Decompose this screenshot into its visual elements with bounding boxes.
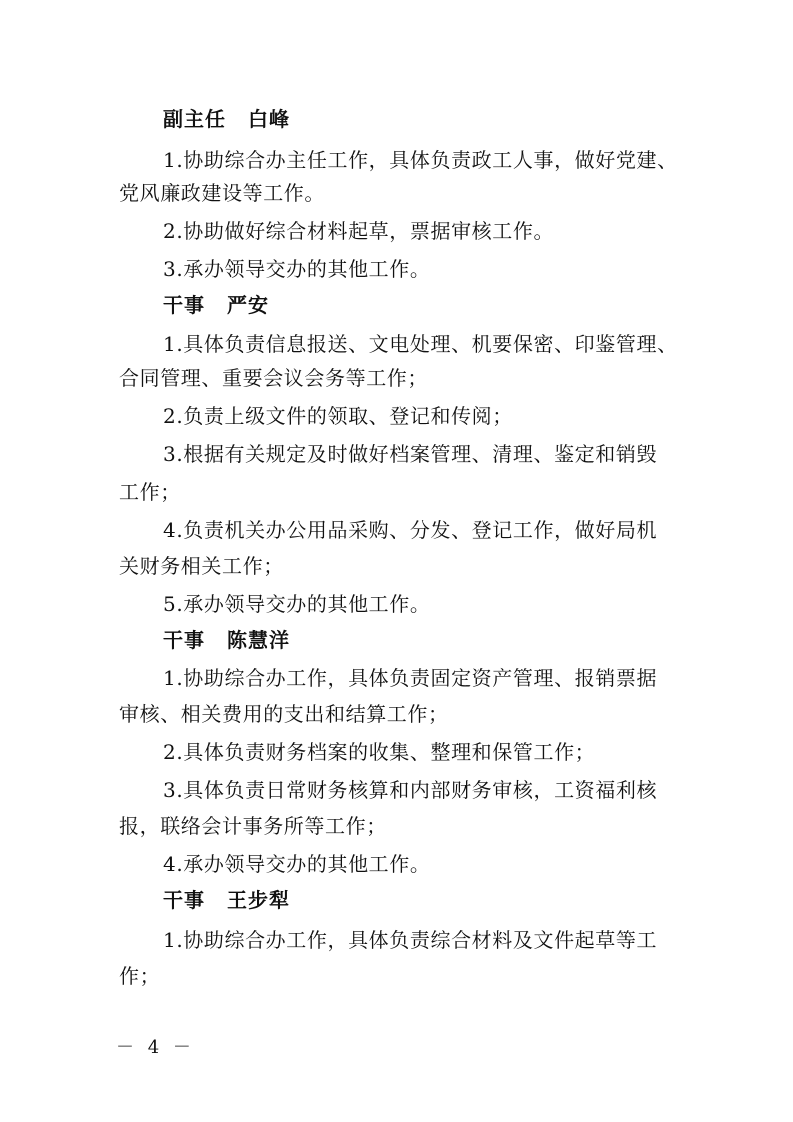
paragraph-line: 1.具体负责信息报送、文电处理、机要保密、印鉴管理、 xyxy=(163,332,678,356)
paragraph-line: 5.承办领导交办的其他工作。 xyxy=(163,592,431,616)
paragraph-line: 审核、相关费用的支出和结算工作； xyxy=(119,702,449,726)
paragraph-line: 1.协助综合办工作，具体负责综合材料及文件起草等工 xyxy=(163,928,658,952)
section-heading xyxy=(163,290,269,320)
paragraph-line: 关财务相关工作； xyxy=(119,554,284,578)
section-heading xyxy=(163,104,290,134)
section-heading xyxy=(163,885,290,915)
section-title: 副主任 xyxy=(163,107,226,131)
paragraph-line: 3.承办领导交办的其他工作。 xyxy=(163,257,431,281)
paragraph-line: 2.具体负责财务档案的收集、整理和保管工作； xyxy=(163,740,596,764)
paragraph-line: 2.负责上级文件的领取、登记和传阅； xyxy=(163,404,513,428)
paragraph-line: 3.具体负责日常财务核算和内部财务审核，工资福利核 xyxy=(163,778,658,802)
paragraph-line: 2.协助做好综合材料起草，票据审核工作。 xyxy=(163,219,555,243)
section-person-name: 白峰 xyxy=(248,107,290,131)
page-number: － 4 － xyxy=(116,1037,195,1058)
paragraph-line: 合同管理、重要会议会务等工作； xyxy=(119,366,428,390)
paragraph-line: 1.协助综合办主任工作，具体负责政工人事，做好党建、 xyxy=(163,148,678,172)
paragraph-line: 4.负责机关办公用品采购、分发、登记工作，做好局机 xyxy=(163,518,658,542)
paragraph-line: 党风廉政建设等工作。 xyxy=(119,181,325,205)
paragraph-line: 工作； xyxy=(119,480,181,504)
paragraph-line: 报，联络会计事务所等工作； xyxy=(119,814,387,838)
section-title: 干事 xyxy=(163,628,205,652)
section-person-name: 陈慧洋 xyxy=(227,628,290,652)
paragraph-line: 1.协助综合办工作，具体负责固定资产管理、报销票据 xyxy=(163,666,658,690)
section-title: 干事 xyxy=(163,888,205,912)
paragraph-line: 3.根据有关规定及时做好档案管理、清理、鉴定和销毁 xyxy=(163,442,658,466)
paragraph-line: 作； xyxy=(119,964,161,988)
section-person-name: 王步犁 xyxy=(227,888,290,912)
section-title: 干事 xyxy=(163,293,205,317)
section-person-name: 严安 xyxy=(227,293,269,317)
section-heading xyxy=(163,625,290,655)
paragraph-line: 4.承办领导交办的其他工作。 xyxy=(163,852,431,876)
